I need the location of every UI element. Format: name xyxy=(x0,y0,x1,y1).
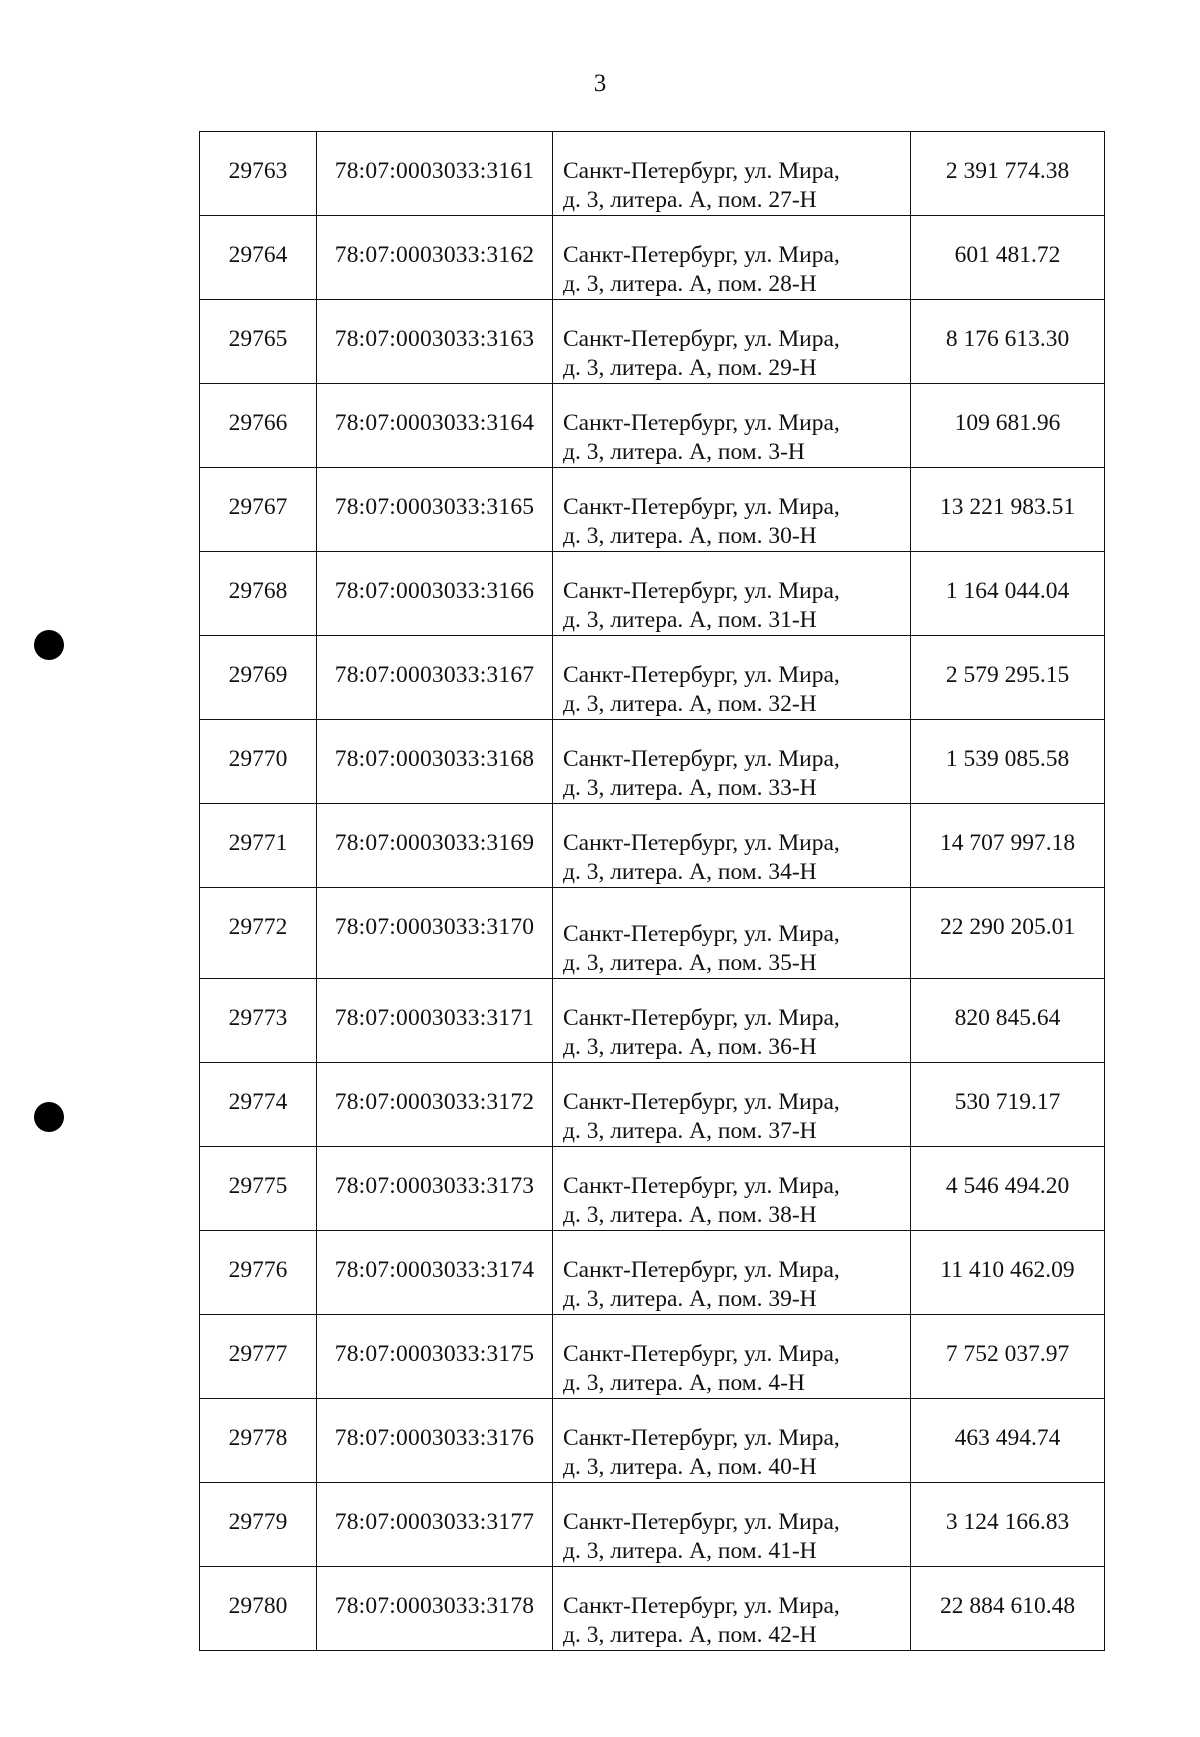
table-row xyxy=(200,636,1105,720)
address-line-2: д. 3, литера. А, пом. 28-Н xyxy=(563,271,817,297)
record-number-cell: 29773 xyxy=(200,979,317,1063)
address-line-2: д. 3, литера. А, пом. 27-Н xyxy=(563,187,817,213)
punch-hole-mark xyxy=(34,1102,64,1132)
address-line-1: Санкт-Петербург, ул. Мира, xyxy=(563,410,840,436)
record-number-cell: 29765 xyxy=(200,300,317,384)
cadastral-value-cell: 22 884 610.48 xyxy=(911,1567,1105,1651)
cadastral-value-cell: 13 221 983.51 xyxy=(911,468,1105,552)
cadastral-value-cell: 463 494.74 xyxy=(911,1399,1105,1483)
address-cell xyxy=(553,300,911,384)
cadastral-value-cell: 8 176 613.30 xyxy=(911,300,1105,384)
address-line-1: Санкт-Петербург, ул. Мира, xyxy=(563,158,840,184)
address-line-2: д. 3, литера. А, пом. 33-Н xyxy=(563,775,817,801)
address-line-2: д. 3, литера. А, пом. 40-Н xyxy=(563,1454,817,1480)
cadastral-value-cell: 1 164 044.04 xyxy=(911,552,1105,636)
address-line-1: Санкт-Петербург, ул. Мира, xyxy=(563,662,840,688)
address-line-1: Санкт-Петербург, ул. Мира, xyxy=(563,921,840,947)
address-line-1: Санкт-Петербург, ул. Мира, xyxy=(563,494,840,520)
address-line-1: Санкт-Петербург, ул. Мира, xyxy=(563,1173,840,1199)
address-line-1: Санкт-Петербург, ул. Мира, xyxy=(563,830,840,856)
address-cell xyxy=(553,804,911,888)
table-row xyxy=(200,1231,1105,1315)
cadastral-value-cell: 530 719.17 xyxy=(911,1063,1105,1147)
cadastral-number-cell: 78:07:0003033:3161 xyxy=(317,132,553,216)
cadastral-value-cell: 2 579 295.15 xyxy=(911,636,1105,720)
registry-table-body xyxy=(200,132,1105,1651)
address-line-2: д. 3, литера. А, пом. 3-Н xyxy=(563,439,805,465)
address-line-2: д. 3, литера. А, пом. 41-Н xyxy=(563,1538,817,1564)
address-line-2: д. 3, литера. А, пом. 39-Н xyxy=(563,1286,817,1312)
cadastral-value-cell: 7 752 037.97 xyxy=(911,1315,1105,1399)
table-row xyxy=(200,1567,1105,1651)
address-cell xyxy=(553,1399,911,1483)
address-cell xyxy=(553,1483,911,1567)
table-row xyxy=(200,720,1105,804)
address-cell xyxy=(553,888,911,979)
address-cell xyxy=(553,1063,911,1147)
cadastral-number-cell: 78:07:0003033:3162 xyxy=(317,216,553,300)
table-row xyxy=(200,1399,1105,1483)
record-number-cell: 29776 xyxy=(200,1231,317,1315)
address-cell xyxy=(553,636,911,720)
address-line-2: д. 3, литера. А, пом. 38-Н xyxy=(563,1202,817,1228)
cadastral-number-cell: 78:07:0003033:3173 xyxy=(317,1147,553,1231)
address-line-1: Санкт-Петербург, ул. Мира, xyxy=(563,1341,840,1367)
address-cell xyxy=(553,1147,911,1231)
cadastral-number-cell: 78:07:0003033:3170 xyxy=(317,888,553,979)
address-cell xyxy=(553,468,911,552)
property-registry-table xyxy=(199,131,1105,1651)
page-number: 3 xyxy=(593,70,607,97)
cadastral-value-cell: 3 124 166.83 xyxy=(911,1483,1105,1567)
address-line-2: д. 3, литера. А, пом. 29-Н xyxy=(563,355,817,381)
table-row xyxy=(200,1063,1105,1147)
address-line-2: д. 3, литера. А, пом. 42-Н xyxy=(563,1622,817,1648)
cadastral-value-cell: 22 290 205.01 xyxy=(911,888,1105,979)
address-line-2: д. 3, литера. А, пом. 34-Н xyxy=(563,859,817,885)
address-line-2: д. 3, литера. А, пом. 35-Н xyxy=(563,950,817,976)
cadastral-number-cell: 78:07:0003033:3176 xyxy=(317,1399,553,1483)
address-line-2: д. 3, литера. А, пом. 32-Н xyxy=(563,691,817,717)
address-line-1: Санкт-Петербург, ул. Мира, xyxy=(563,242,840,268)
record-number-cell: 29778 xyxy=(200,1399,317,1483)
cadastral-number-cell: 78:07:0003033:3167 xyxy=(317,636,553,720)
address-line-1: Санкт-Петербург, ул. Мира, xyxy=(563,1425,840,1451)
table-row xyxy=(200,1315,1105,1399)
address-cell xyxy=(553,1567,911,1651)
record-number-cell: 29771 xyxy=(200,804,317,888)
cadastral-value-cell: 820 845.64 xyxy=(911,979,1105,1063)
address-line-1: Санкт-Петербург, ул. Мира, xyxy=(563,1257,840,1283)
cadastral-number-cell: 78:07:0003033:3178 xyxy=(317,1567,553,1651)
record-number-cell: 29774 xyxy=(200,1063,317,1147)
address-cell xyxy=(553,720,911,804)
table-row xyxy=(200,804,1105,888)
record-number-cell: 29763 xyxy=(200,132,317,216)
address-line-1: Санкт-Петербург, ул. Мира, xyxy=(563,1509,840,1535)
punch-hole-mark xyxy=(34,630,64,660)
address-line-2: д. 3, литера. А, пом. 37-Н xyxy=(563,1118,817,1144)
address-cell xyxy=(553,1231,911,1315)
record-number-cell: 29768 xyxy=(200,552,317,636)
cadastral-value-cell: 14 707 997.18 xyxy=(911,804,1105,888)
address-line-1: Санкт-Петербург, ул. Мира, xyxy=(563,1005,840,1031)
record-number-cell: 29777 xyxy=(200,1315,317,1399)
address-cell xyxy=(553,132,911,216)
cadastral-number-cell: 78:07:0003033:3164 xyxy=(317,384,553,468)
address-cell xyxy=(553,216,911,300)
cadastral-number-cell: 78:07:0003033:3175 xyxy=(317,1315,553,1399)
address-cell xyxy=(553,1315,911,1399)
cadastral-value-cell: 1 539 085.58 xyxy=(911,720,1105,804)
cadastral-value-cell: 11 410 462.09 xyxy=(911,1231,1105,1315)
address-line-1: Санкт-Петербург, ул. Мира, xyxy=(563,578,840,604)
address-cell xyxy=(553,552,911,636)
cadastral-value-cell: 109 681.96 xyxy=(911,384,1105,468)
record-number-cell: 29769 xyxy=(200,636,317,720)
cadastral-value-cell: 4 546 494.20 xyxy=(911,1147,1105,1231)
cadastral-number-cell: 78:07:0003033:3171 xyxy=(317,979,553,1063)
record-number-cell: 29779 xyxy=(200,1483,317,1567)
table-row xyxy=(200,888,1105,979)
cadastral-number-cell: 78:07:0003033:3172 xyxy=(317,1063,553,1147)
record-number-cell: 29780 xyxy=(200,1567,317,1651)
cadastral-number-cell: 78:07:0003033:3163 xyxy=(317,300,553,384)
record-number-cell: 29772 xyxy=(200,888,317,979)
cadastral-number-cell: 78:07:0003033:3168 xyxy=(317,720,553,804)
table-row xyxy=(200,132,1105,216)
address-cell xyxy=(553,384,911,468)
record-number-cell: 29764 xyxy=(200,216,317,300)
address-line-2: д. 3, литера. А, пом. 4-Н xyxy=(563,1370,805,1396)
table-row xyxy=(200,300,1105,384)
address-line-1: Санкт-Петербург, ул. Мира, xyxy=(563,746,840,772)
record-number-cell: 29767 xyxy=(200,468,317,552)
table-row xyxy=(200,1483,1105,1567)
record-number-cell: 29770 xyxy=(200,720,317,804)
address-line-2: д. 3, литера. А, пом. 31-Н xyxy=(563,607,817,633)
cadastral-value-cell: 2 391 774.38 xyxy=(911,132,1105,216)
address-line-1: Санкт-Петербург, ул. Мира, xyxy=(563,1089,840,1115)
address-cell xyxy=(553,979,911,1063)
table-row xyxy=(200,384,1105,468)
address-line-2: д. 3, литера. А, пом. 36-Н xyxy=(563,1034,817,1060)
address-line-1: Санкт-Петербург, ул. Мира, xyxy=(563,326,840,352)
cadastral-number-cell: 78:07:0003033:3166 xyxy=(317,552,553,636)
cadastral-number-cell: 78:07:0003033:3177 xyxy=(317,1483,553,1567)
record-number-cell: 29775 xyxy=(200,1147,317,1231)
cadastral-value-cell: 601 481.72 xyxy=(911,216,1105,300)
record-number-cell: 29766 xyxy=(200,384,317,468)
table-row xyxy=(200,216,1105,300)
address-line-2: д. 3, литера. А, пом. 30-Н xyxy=(563,523,817,549)
address-line-1: Санкт-Петербург, ул. Мира, xyxy=(563,1593,840,1619)
table-row xyxy=(200,1147,1105,1231)
cadastral-number-cell: 78:07:0003033:3169 xyxy=(317,804,553,888)
table-row xyxy=(200,468,1105,552)
table-row xyxy=(200,979,1105,1063)
table-row xyxy=(200,552,1105,636)
cadastral-number-cell: 78:07:0003033:3165 xyxy=(317,468,553,552)
cadastral-number-cell: 78:07:0003033:3174 xyxy=(317,1231,553,1315)
